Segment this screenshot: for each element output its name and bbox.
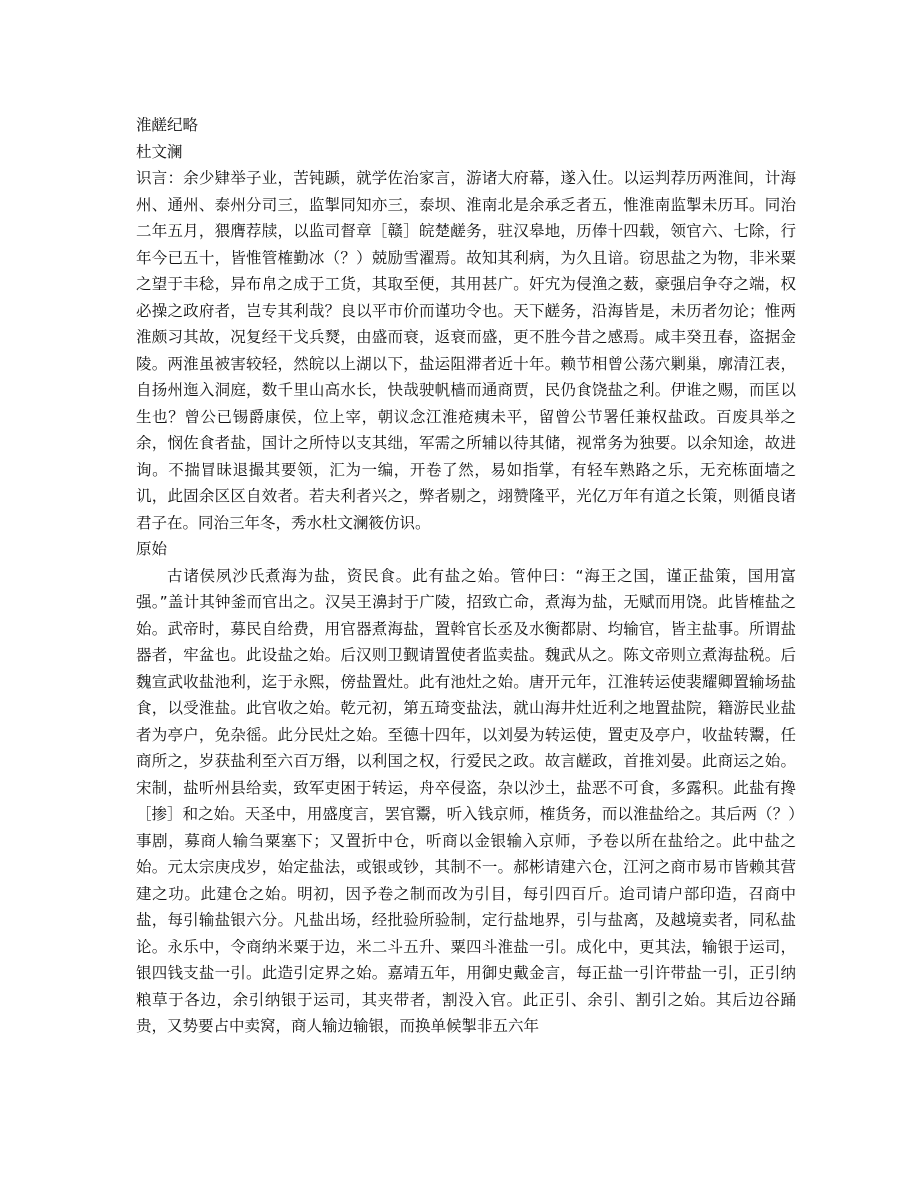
document-author: 杜文澜 [136,142,183,161]
document-page [136,112,796,1040]
section-heading: 原始 [136,540,168,558]
preface-paragraph: 识言：余少肄举子业，苦钝踬，就学佐治家言，游诸大府幕，遂入仕。以运判荐历两淮间，计海州、通州、泰州分司三，监掣同知亦三，泰坝、淮南北是余承乏者五，惟淮南监掣未历耳。同治二年五月，猥膺荐牍，以监司督章［赣］皖楚鹾务，驻汉皋地，历俸十四载，领官六、七除，行年今已五十，皆惟管榷勤冰（？）兢励雪濯焉。故知其利病，为久且谙。窃思盐之为物，非米粟之望于丰稔，异布帛之成于工货，其取至便，其用甚广。奸宄为侵渔之薮，豪强启争夺之端，权必操之政府者，岂专其利哉？良以平市价而谨功令也。天下鹾务，沿海皆是，未历者勿论；惟两淮颇习其故，况复经干戈兵燹，由盛而衰，返衰而盛，更不胜今昔之感焉。咸丰癸丑春，盗据金陵。两淮虽被害较轻，然皖以上湖以下，盐运阻滞者近十年。赖节相曾公荡穴剿巢，廓清江表，自扬州迤入洞庭，数千里山高水长，快哉驶帆樯而通商贾，民仍食饶盐之利。伊谁之赐，而匡以生也？曾公已锡爵康侯，位上宰，朝议念江淮疮痍未平，留曾公节署任兼权盐政。百废具举之余，悯佐食者盐，国计之所恃以支其绌，军需之所辅以待其储，视常务为独要。以余知途，故进询。不揣冒昧退撮其要领，汇为一编，开卷了然，易如指掌，有轻车熟路之乐，无充栋面墙之讥，此固余区区自效者。若夫利者兴之，弊者剔之，翊赞隆平，光亿万年有道之长策，则循良诸君子在。同治三年冬，秀水杜文澜筱仿识。 [136,169,796,532]
document-title: 淮鹾纪略 [136,116,199,134]
body-paragraph: 古诸侯夙沙氏煮海为盐，资民食。此有盐之始。管仲曰：“海王之国，谨正盐策，国用富强。”盖计其钟釜而官出之。汉吴王濞封于广陵，招致亡命，煮海为盐，无赋而用饶。此皆榷盐之始。武帝时，募民自给费，用官器煮海盐，置斡官长丞及水衡都尉、均输官，皆主盐事。所谓盐器者，牢盆也。此设盐之始。后汉则卫觐请置使者监卖盐。魏武从之。陈文帝则立煮海盐税。后魏宣武收盐池利，迄于永熙，傍盐置灶。此有池灶之始。唐开元年，江淮转运使裴耀卿置输场盐食，以受淮盐。此官收之始。乾元初，第五琦变盐法，就山海井灶近利之地置盐院，籍游民业盐者为亭户，免杂徭。此分民灶之始。至德十四年，以刘晏为转运使，置吏及亭户，收盐转鬻，任商所之，岁获盐利至六百万缗，以利国之权，行爱民之政。故言鹾政，首推刘晏。此商运之始。宋制，盐听州县给卖，致军吏困于转运，舟卒侵盗，杂以沙土，盐恶不可食，多露积。此盐有搀［掺］和之始。天圣中，用盛度言，罢官鬻，听入钱京师，榷货务，而以淮盐给之。其后两（？）事剧，募商人输刍粟塞下；又置折中仓，听商以金银输入京师，予卷以所在盐给之。此中盐之始。元太宗庚戌岁，始定盐法，或银或钞，其制不一。郝彬请建六仓，江河之商市易市皆赖其营建之功。此建仓之始。明初，因予卷之制而改为引目，每引四百斤。迨司请户部印造，召商中盐，每引输盐银六分。凡盐出场，经批验所验制，定行盐地界，引与盐离，及越境卖者，同私盐论。永乐中，令商纳米粟于边，米二斗五升、粟四斗淮盐一引。成化中，更其法，输银于运司，银四钱支盐一引。此造引定界之始。嘉靖五年，用御史戴金言，每正盐一引许带盐一引，正引纳粮草于各边，余引纳银于运司，其夹带者，割没入官。此正引、余引、割引之始。其后边谷踊贵，又势要占中卖窝，商人输边输银，而换单候掣非五六年 [136,566,796,1035]
